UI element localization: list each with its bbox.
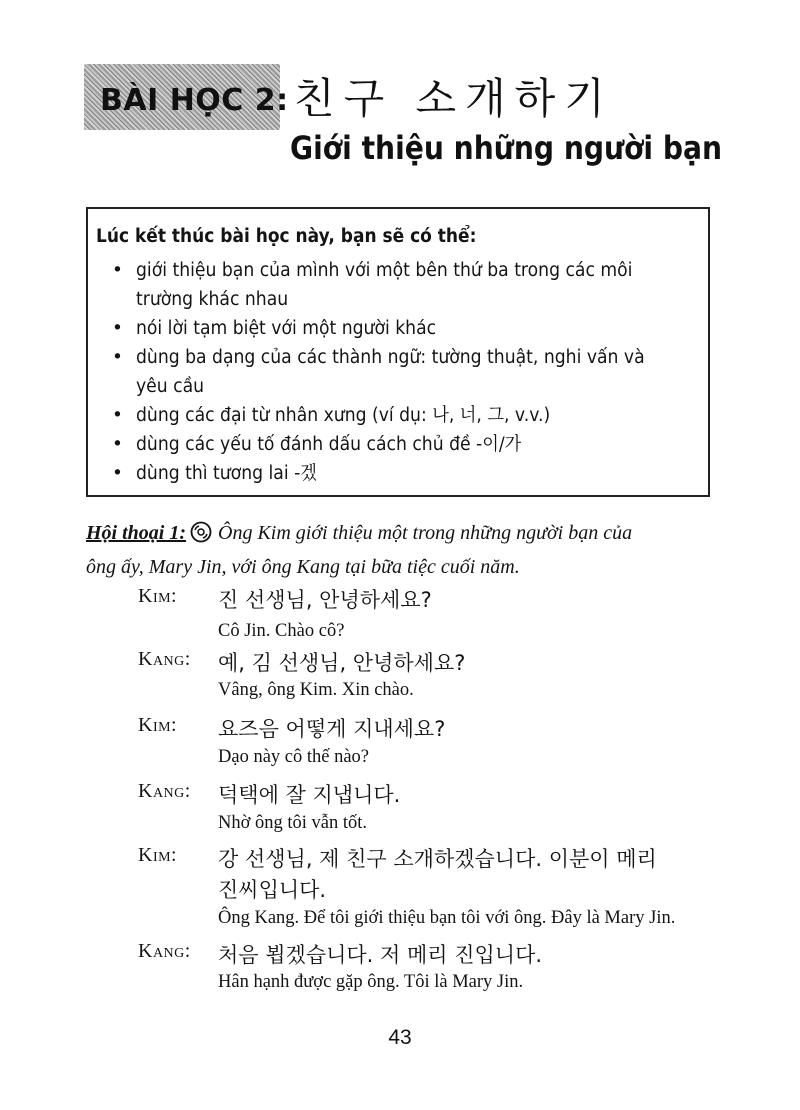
- page-number: 43: [388, 1026, 412, 1049]
- objectives-list: [110, 256, 700, 488]
- translation-text: Nhờ ông tôi vẫn tốt.: [218, 813, 368, 833]
- korean-text-cont: 진씨입니다.: [218, 878, 327, 902]
- translation-text: Ông Kang. Để tôi giới thiệu bạn tôi với ông. Đây là Mary Jin.: [218, 908, 676, 928]
- lesson-title-vietnamese: Giới thiệu những người bạn: [290, 129, 723, 167]
- objective-text: dùng ba dạng của các thành ngữ: tường thuật, nghi vấn và: [136, 347, 645, 368]
- speaker: Kang:: [138, 940, 191, 962]
- korean-text: 예, 김 선생님, 안녕하세요?: [218, 651, 466, 675]
- speaker: Kang:: [138, 648, 191, 670]
- bullet-icon: •: [112, 463, 123, 484]
- dialogue-label: Hội thoại 1:: [86, 522, 187, 544]
- translation-text: Dạo này cô thế nào?: [218, 747, 370, 767]
- dialogue-description: Ông Kim giới thiệu một trong những người bạn của: [218, 522, 633, 544]
- bullet-icon: •: [112, 347, 123, 368]
- korean-text: 덕택에 잘 지냅니다.: [218, 783, 401, 807]
- dialogue-intro: [86, 518, 726, 582]
- speaker: Kim:: [138, 585, 178, 607]
- objective-item: [110, 343, 700, 401]
- objective-item: [110, 430, 700, 459]
- speaker: Kim:: [138, 714, 178, 736]
- bullet-icon: •: [112, 405, 123, 426]
- korean-text: 처음 뵙겠습니다. 저 메리 진입니다.: [218, 943, 543, 967]
- objective-text: dùng các đại từ nhân xưng (ví dụ: 나, 너, 그, v.v.): [136, 405, 551, 426]
- objective-text: giới thiệu bạn của mình với một bên thứ ba trong các môi: [136, 260, 633, 281]
- speaker: Kang:: [138, 780, 191, 802]
- korean-text: 진 선생님, 안녕하세요?: [218, 588, 432, 612]
- bullet-icon: •: [112, 318, 123, 339]
- dialogue-description-cont: ông ấy, Mary Jin, với ông Kang tại bữa tiệc cuối năm.: [86, 556, 520, 578]
- objective-text: dùng các yếu tố đánh dấu cách chủ đề -이/가: [136, 434, 522, 455]
- objective-item: [110, 256, 700, 314]
- korean-text: 요즈음 어떻게 지내세요?: [218, 717, 446, 741]
- translation-text: Hân hạnh được gặp ông. Tôi là Mary Jin.: [218, 972, 524, 992]
- objective-text: dùng thì tương lai -겠: [136, 463, 317, 484]
- objective-text-cont: yêu cầu: [136, 376, 205, 397]
- bullet-icon: •: [112, 260, 123, 281]
- objective-item: [110, 401, 700, 430]
- korean-text: 강 선생님, 제 친구 소개하겠습니다. 이분이 메리: [218, 847, 657, 871]
- objective-text: nói lời tạm biệt với một người khác: [136, 318, 437, 339]
- lesson-title-korean: 친구 소개하기: [294, 74, 614, 123]
- translation-text: Vâng, ông Kim. Xin chào.: [218, 680, 414, 700]
- objective-item: [110, 314, 700, 343]
- objective-text-cont: trường khác nhau: [136, 289, 289, 310]
- speaker: Kim:: [138, 844, 178, 866]
- bullet-icon: •: [112, 434, 123, 455]
- objective-item: [110, 459, 700, 488]
- lesson-number: BÀI HỌC 2:: [100, 83, 289, 118]
- cd-icon: [190, 521, 212, 552]
- translation-text: Cô Jin. Chào cô?: [218, 621, 345, 641]
- objectives-heading: Lúc kết thúc bài học này, bạn sẽ có thể:: [96, 226, 477, 247]
